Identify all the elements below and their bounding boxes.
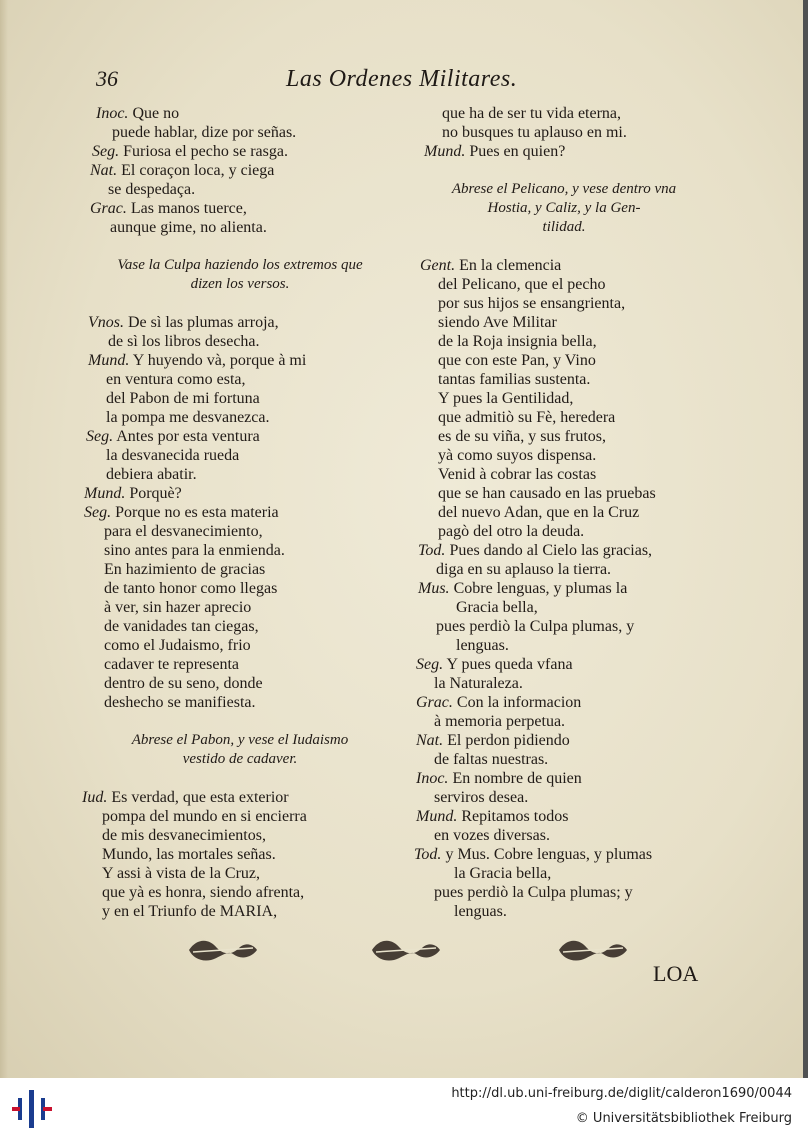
verse-text: pues perdiò la Culpa plumas; y <box>434 884 633 901</box>
verse-line <box>414 674 714 693</box>
verse-text: aunque gime, no alienta. <box>110 219 267 236</box>
verse-line <box>414 123 714 142</box>
verse-line <box>414 883 714 902</box>
verse-text: para el desvanecimiento, <box>104 523 263 540</box>
stage-direction-line: Hostia, y Caliz, y la Gen- <box>487 200 641 216</box>
verse-line <box>80 693 400 712</box>
verse-text: no busques tu aplauso en mi. <box>442 124 627 141</box>
verse-line <box>414 864 714 883</box>
verse-line <box>80 123 400 142</box>
verse-text: Las manos tuerce, <box>130 200 247 217</box>
verse-line <box>80 883 400 902</box>
speaker-label: Mund. <box>84 485 126 502</box>
verse-line <box>414 693 714 712</box>
verse-text: de mis desvanecimientos, <box>102 827 266 844</box>
verse-text: puede hablar, dize por señas. <box>112 124 297 141</box>
stage-direction-line: dizen los versos. <box>190 276 290 292</box>
verse-line <box>80 484 400 503</box>
verse-line <box>414 655 714 674</box>
verse-text: Repitamos todos <box>461 808 569 825</box>
stage-direction-line: tilidad. <box>542 219 586 235</box>
verse-line <box>80 598 400 617</box>
line-gap <box>80 294 400 313</box>
line-gap <box>80 712 400 731</box>
verse-text: Antes por esta ventura <box>116 428 260 445</box>
verse-text: à ver, sin hazer aprecio <box>104 599 252 616</box>
verse-text: Y huyendo và, porque à mi <box>132 352 307 369</box>
verse-line <box>414 579 714 598</box>
verse-line <box>414 503 714 522</box>
verse-text: es de su viña, y sus frutos, <box>438 428 606 445</box>
verse-text: en vozes diversas. <box>434 827 550 844</box>
verse-text: diga en su aplauso la tierra. <box>436 561 612 578</box>
verse-line <box>80 617 400 636</box>
verse-line <box>414 712 714 731</box>
verse-line <box>80 161 400 180</box>
speaker-label: Vnos. <box>88 314 124 331</box>
verse-line <box>414 256 714 275</box>
verse-text: El coraçon loca, y ciega <box>121 162 275 179</box>
stage-direction-line: vestido de cadaver. <box>182 751 298 767</box>
verse-text: que se han causado en las pruebas <box>438 485 656 502</box>
verse-text: pagò del otro la deuda. <box>438 523 585 540</box>
speaker-label: Mund. <box>424 143 466 160</box>
verse-line <box>80 389 400 408</box>
verse-text: debiera abatir. <box>106 466 197 483</box>
verse-text: la Naturaleza. <box>434 675 523 692</box>
verse-line <box>414 598 714 617</box>
verse-line <box>80 807 400 826</box>
verse-line <box>414 617 714 636</box>
viewer-footer <box>0 1078 808 1136</box>
speaker-label: Grac. <box>90 200 127 217</box>
verse-line <box>414 427 714 446</box>
verse-text: dentro de su seno, donde <box>104 675 263 692</box>
verse-text: en ventura como esta, <box>106 371 246 388</box>
verse-line <box>414 332 714 351</box>
verse-text: Cobre lenguas, y plumas la <box>453 580 628 597</box>
line-gap <box>414 161 714 180</box>
verse-text: Es verdad, que esta exterior <box>111 789 289 806</box>
verse-text: como el Judaismo, frio <box>104 637 251 654</box>
verse-line <box>414 446 714 465</box>
speaker-label: Mund. <box>88 352 130 369</box>
verse-text: que admitiò su Fè, heredera <box>438 409 616 426</box>
printer-ornament-right <box>553 932 633 968</box>
page-number: 36 <box>96 66 118 91</box>
verse-line <box>414 769 714 788</box>
verse-line <box>80 142 400 161</box>
verse-line <box>414 636 714 655</box>
verse-text: se despedaça. <box>108 181 196 198</box>
verse-line <box>414 142 714 161</box>
verse-text: y en el Triunfo de MARIA, <box>102 903 278 920</box>
verse-text: Que no <box>132 105 180 122</box>
page-edge-dark <box>803 0 808 1078</box>
verse-line <box>414 370 714 389</box>
verse-text: del Pabon de mi fortuna <box>106 390 260 407</box>
verse-text: Gracia bella, <box>456 599 538 616</box>
stage-direction-line: Vase la Culpa haziendo los extremos que <box>117 257 363 273</box>
verse-line <box>414 408 714 427</box>
verse-text: de tanto honor como llegas <box>104 580 278 597</box>
line-gap <box>80 237 400 256</box>
verse-line <box>414 826 714 845</box>
verse-text: Y assi à vista de la Cruz, <box>102 865 261 882</box>
verse-text: de vanidades tan ciegas, <box>104 618 259 635</box>
verse-text: En hazimiento de gracias <box>104 561 266 578</box>
verse-line <box>414 465 714 484</box>
verse-line <box>414 275 714 294</box>
speaker-label: Seg. <box>416 656 444 673</box>
verse-text: que ha de ser tu vida eterna, <box>442 105 622 122</box>
verse-text: de faltas nuestras. <box>434 751 549 768</box>
verse-text: Pues en quien? <box>469 143 566 160</box>
speaker-label: Tod. <box>414 846 442 863</box>
source-url-link[interactable]: http://dl.ub.uni-freiburg.de/diglit/calderon1690/0044 <box>451 1086 792 1101</box>
running-title: Las Ordenes Militares. <box>286 66 518 92</box>
verse-line <box>80 199 400 218</box>
verse-text: deshecho se manifiesta. <box>104 694 256 711</box>
library-logo-icon <box>10 1086 54 1130</box>
speaker-label: Tod. <box>418 542 446 559</box>
verse-line <box>414 560 714 579</box>
verse-line <box>80 332 400 351</box>
right-text-column <box>414 104 714 921</box>
speaker-label: Mund. <box>416 808 458 825</box>
speaker-label: Seg. <box>84 504 112 521</box>
verse-line <box>80 826 400 845</box>
catchword: LOA <box>653 961 699 986</box>
verse-line <box>414 313 714 332</box>
verse-text: por sus hijos se ensangrienta, <box>438 295 626 312</box>
verse-text: del nuevo Adan, que en la Cruz <box>438 504 640 521</box>
stage-direction-line: Abrese el Pabon, y vese el Iudaismo <box>131 732 349 748</box>
verse-line <box>80 522 400 541</box>
verse-line <box>80 636 400 655</box>
verse-line <box>414 104 714 123</box>
verse-text: pompa del mundo en si encierra <box>102 808 307 825</box>
verse-line <box>80 579 400 598</box>
verse-text: pues perdiò la Culpa plumas, y <box>436 618 635 635</box>
verse-line <box>80 845 400 864</box>
verse-line <box>80 541 400 560</box>
verse-text: De sì las plumas arroja, <box>128 314 279 331</box>
verse-line <box>80 427 400 446</box>
verse-text: El perdon pidiendo <box>447 732 570 749</box>
verse-line <box>80 560 400 579</box>
line-gap <box>80 769 400 788</box>
stage-direction-line: Abrese el Pelicano, y vese dentro vna <box>451 181 677 197</box>
verse-line <box>80 503 400 522</box>
verse-line <box>414 294 714 313</box>
verse-line <box>414 902 714 921</box>
verse-text: Porquè? <box>129 485 182 502</box>
verse-line <box>414 731 714 750</box>
verse-text: Furiosa el pecho se rasga. <box>123 143 288 160</box>
verse-text: Venid à cobrar las costas <box>438 466 597 483</box>
verse-line <box>414 788 714 807</box>
verse-text: cadaver te representa <box>104 656 240 673</box>
speaker-label: Seg. <box>86 428 114 445</box>
verse-text: Mundo, las mortales señas. <box>102 846 276 863</box>
printer-ornament-left <box>183 932 263 968</box>
verse-line <box>80 351 400 370</box>
verse-text: lenguas. <box>456 637 509 654</box>
verse-text: y Mus. Cobre lenguas, y plumas <box>445 846 653 863</box>
speaker-label: Mus. <box>418 580 450 597</box>
verse-line <box>414 845 714 864</box>
verse-line <box>414 389 714 408</box>
verse-line <box>80 902 400 921</box>
verse-text: Y pues la Gentilidad, <box>438 390 574 407</box>
verse-text: En nombre de quien <box>452 770 582 787</box>
verse-line <box>80 180 400 199</box>
verse-line <box>414 484 714 503</box>
verse-line <box>80 446 400 465</box>
verse-line <box>80 674 400 693</box>
verse-text: del Pelicano, que el pecho <box>438 276 606 293</box>
speaker-label: Nat. <box>416 732 444 749</box>
verse-line <box>80 788 400 807</box>
verse-text: Con la informacion <box>456 694 582 711</box>
verse-text: de sì los libros desecha. <box>108 333 260 350</box>
verse-text: la pompa me desvanezca. <box>106 409 270 426</box>
verse-line <box>414 522 714 541</box>
speaker-label: Inoc. <box>96 105 129 122</box>
speaker-label: Gent. <box>420 257 456 274</box>
verse-text: la desvanecida rueda <box>106 447 240 464</box>
printer-ornament-center <box>366 932 446 968</box>
page-edge-shadow <box>0 0 8 1078</box>
verse-text: Y pues queda vfana <box>446 656 573 673</box>
verse-line <box>80 370 400 389</box>
verse-text: yà como suyos dispensa. <box>438 447 597 464</box>
verse-text: siendo Ave Militar <box>438 314 557 331</box>
verse-line <box>80 408 400 427</box>
speaker-label: Grac. <box>416 694 453 711</box>
verse-line <box>80 104 400 123</box>
verse-text: tantas familias sustenta. <box>438 371 591 388</box>
line-gap <box>414 237 714 256</box>
verse-text: de la Roja insignia bella, <box>438 333 597 350</box>
speaker-label: Seg. <box>92 143 120 160</box>
verse-line <box>80 313 400 332</box>
verse-text: lenguas. <box>454 903 507 920</box>
verse-text: sino antes para la enmienda. <box>104 542 285 559</box>
verse-line <box>80 465 400 484</box>
speaker-label: Iud. <box>82 789 108 806</box>
verse-line <box>414 807 714 826</box>
verse-line <box>414 541 714 560</box>
verse-line <box>414 750 714 769</box>
verse-line <box>80 655 400 674</box>
verse-text: Porque no es esta materia <box>115 504 279 521</box>
verse-text: En la clemencia <box>459 257 562 274</box>
verse-text: Pues dando al Cielo las gracias, <box>449 542 653 559</box>
verse-text: à memoria perpetua. <box>434 713 566 730</box>
copyright-notice: © Universitätsbibliothek Freiburg <box>575 1111 792 1126</box>
verse-text: que yà es honra, siendo afrenta, <box>102 884 305 901</box>
verse-line <box>414 351 714 370</box>
verse-text: la Gracia bella, <box>454 865 552 882</box>
speaker-label: Inoc. <box>416 770 449 787</box>
verse-text: que con este Pan, y Vino <box>438 352 596 369</box>
left-text-column <box>80 104 400 921</box>
verse-line <box>80 864 400 883</box>
speaker-label: Nat. <box>90 162 118 179</box>
verse-line <box>80 218 400 237</box>
verse-text: serviros desea. <box>434 789 529 806</box>
